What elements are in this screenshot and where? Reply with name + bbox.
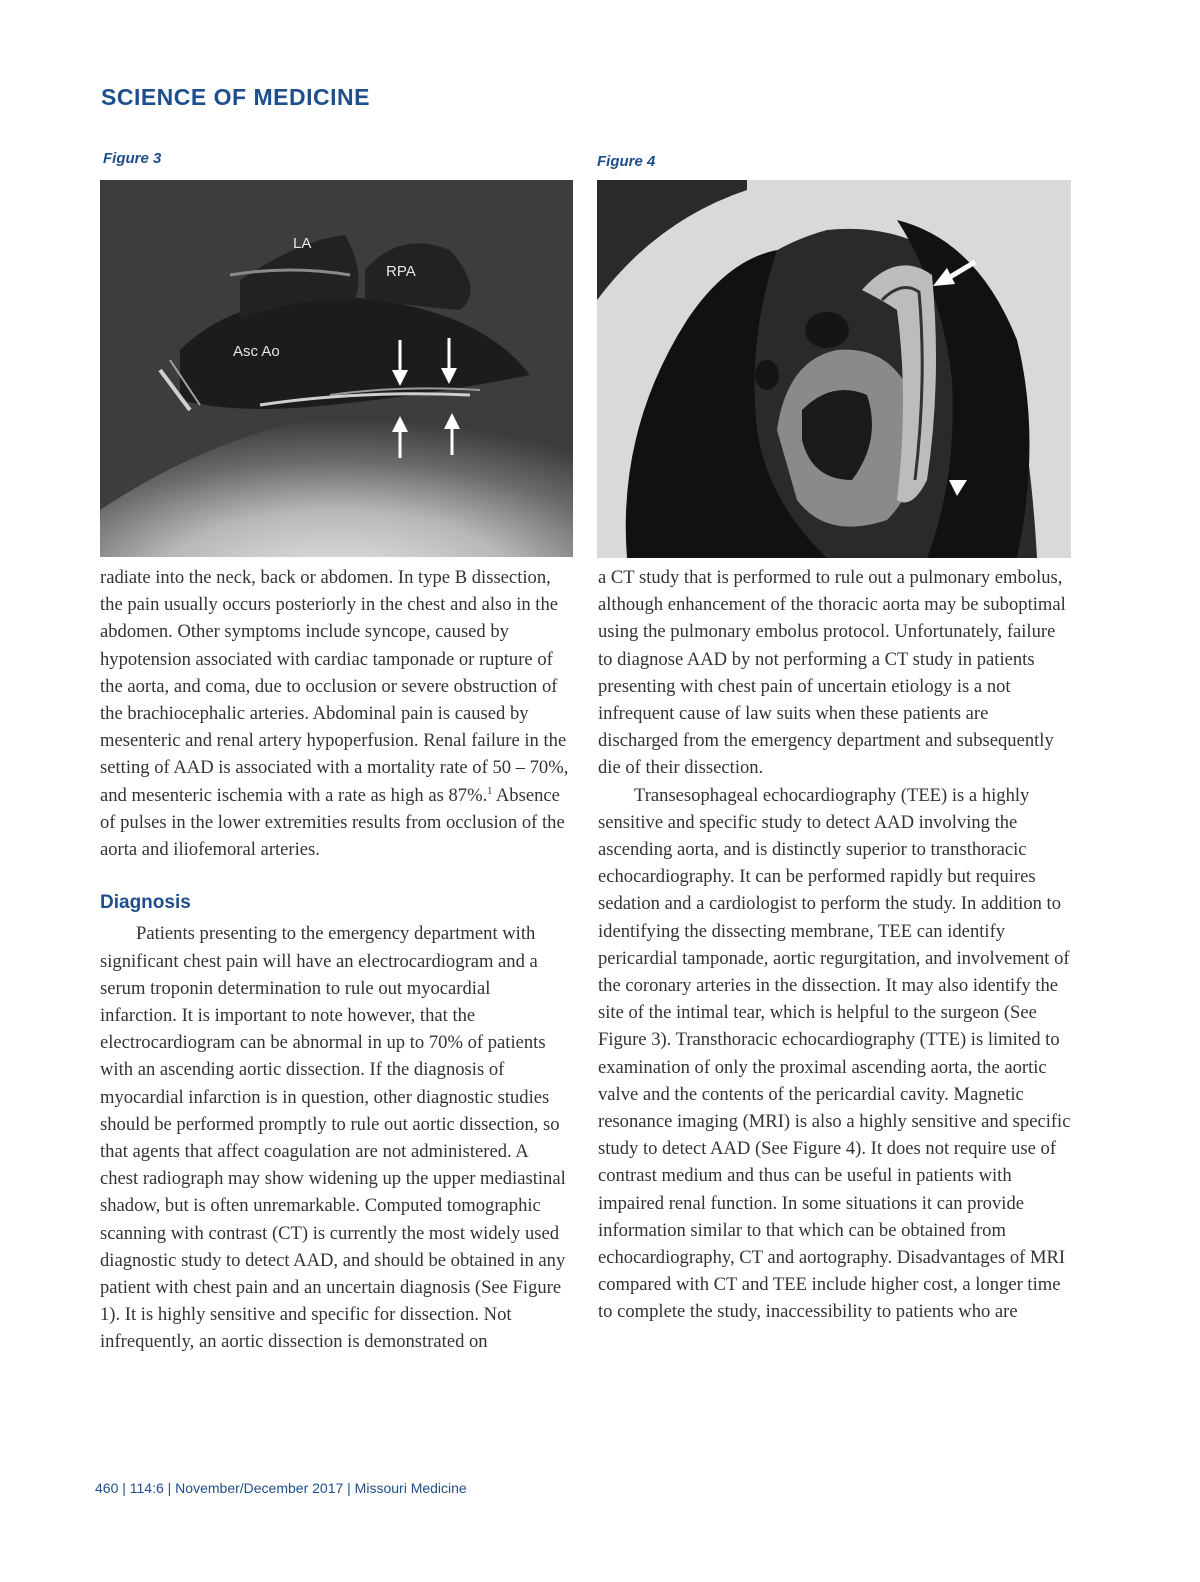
echo-image <box>100 180 573 557</box>
section-header: SCIENCE OF MEDICINE <box>101 84 370 110</box>
citation-sup: 1 <box>487 785 493 797</box>
right-text-column <box>598 564 1072 1326</box>
figure-3-label: Figure 3 <box>103 150 162 167</box>
figure-4-mri <box>597 180 1071 558</box>
echo-label-rpa: RPA <box>386 263 416 280</box>
left-text-column <box>100 564 570 1356</box>
right-paragraph-1: a CT study that is performed to rule out a pulmonary embolus, although enhancement of the thoracic aorta may be suboptimal using the pulmonary embolus protocol. Unfortunately, failure to diagnose AAD by not performing a CT study in patients presenting with chest pain of uncertain etiology is a not infrequent cause of law suits when these patients are discharged from the emergency department and subsequently die of their dissection. <box>598 567 1066 779</box>
left-paragraph-1: radiate into the neck, back or abdomen. In type B dissection, the pain usually occurs posteriorly in the chest and also in the abdomen. Other symptoms include syncope, caused by hypotension associated with cardiac tamponade or rupture of the aorta, and coma, due to occlusion or severe obstruction of the brachiocephalic arteries. Abdominal pain is caused by mesenteric and renal artery hypoperfusion. Renal failure in the setting of AAD is associated with a mortality rate of 50 – 70%, and mesenteric ischemia with a rate as high as 87%.$^1$ Absence of pulses in the lower extremities results from occlusion of the aorta and iliofemoral arteries. <box>100 567 569 861</box>
left-paragraph-2: Patients presenting to the emergency department with significant chest pain will have an electrocardiogram and a serum troponin determination to rule out myocardial infarction. It is important to note however, that the electrocardiogram can be abnormal in up to 70% of patients with an ascending aortic dissection. If the diagnosis of myocardial infarction is in question, other diagnostic studies should be performed promptly to rule out aortic dissection, so that agents that affect coagulation are not administered. A chest radiograph may show widening up the upper mediastinal shadow, but is often unremarkable. Computed tomographic scanning with contrast (CT) is currently the most widely used diagnostic study to detect AAD, and should be obtained in any patient with chest pain and an uncertain diagnosis (See Figure 1). It is highly sensitive and specific for dissection. Not infrequently, an aortic dissection is demonstrated on <box>100 923 566 1353</box>
echo-label-asc-ao: Asc Ao <box>233 343 280 360</box>
diagnosis-heading: Diagnosis <box>100 892 191 914</box>
figure-3-echocardiogram <box>100 180 573 557</box>
mri-image <box>597 180 1071 558</box>
right-paragraph-2: Transesophageal echocardiography (TEE) is a highly sensitive and specific study to detect AAD involving the ascending aorta, and is distinctly superior to transthoracic echocardiography. It can be performed rapidly but requires sedation and a cardiologist to perform the study. In addition to identifying the dissecting membrane, TEE can identify pericardial tamponade, aortic regurgitation, and involvement of the coronary arteries in the dissection. It may also identify the site of the intimal tear, which is helpful to the surgeon (See Figure 3). Transthoracic echocardiography (TTE) is limited to examination of only the proximal ascending aorta, the aortic valve and the contents of the pericardial cavity. Magnetic resonance imaging (MRI) is also a highly sensitive and specific study to detect AAD (See Figure 4). It does not require use of contrast medium and thus can be useful in patients with impaired renal function. In some situations it can provide information similar to that which can be obtained from echocardiography, CT and aortography. Disadvantages of MRI compared with CT and TEE include higher cost, a longer time to complete the study, inaccessibility to patients who are <box>598 784 1071 1323</box>
figure-4-label: Figure 4 <box>597 153 656 170</box>
page-footer: 460 | 114:6 | November/December 2017 | Missouri Medicine <box>95 1480 467 1496</box>
echo-label-la: LA <box>293 235 312 252</box>
